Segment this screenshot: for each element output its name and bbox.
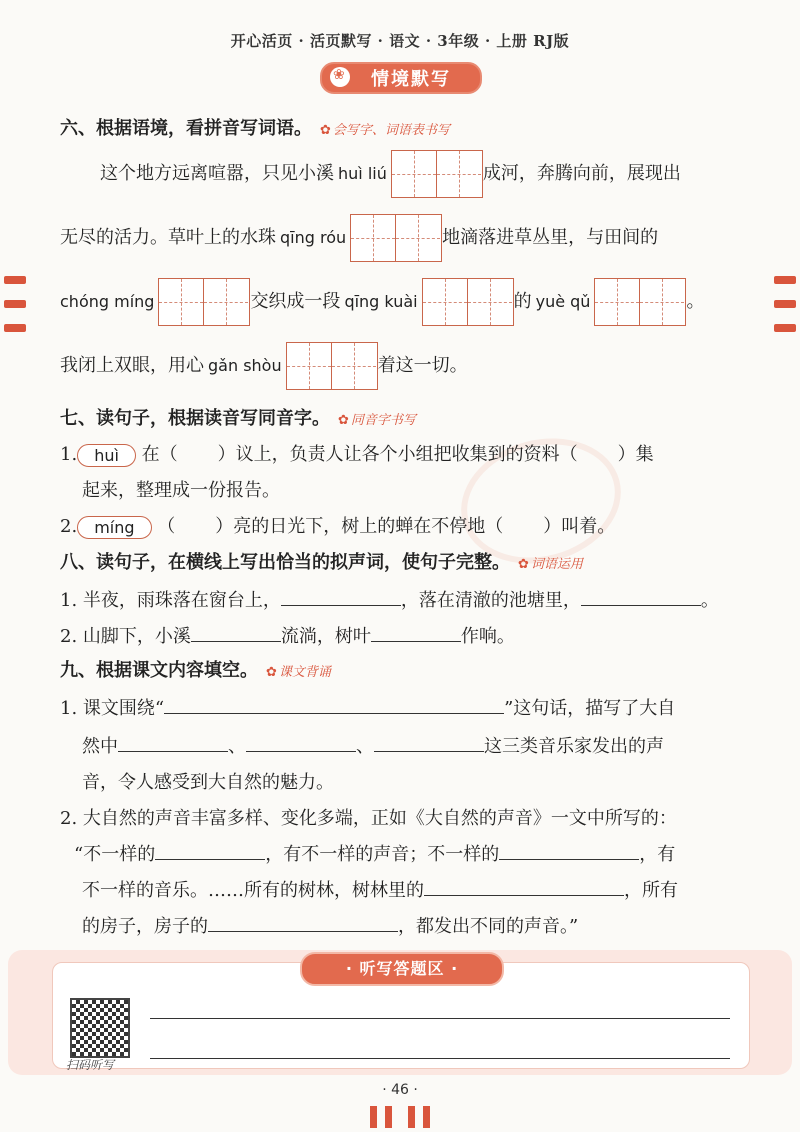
section-7-tag: ✿ 同音字书写 bbox=[338, 413, 416, 428]
s7-text: ）叫着。 bbox=[543, 516, 616, 537]
s6-text: 无尽的活力。草叶上的水珠 bbox=[60, 227, 276, 248]
s9-q2-line-2 bbox=[74, 840, 675, 866]
right-side-mark bbox=[774, 324, 796, 332]
s6-text: 地滴落进草丛里，与田间的 bbox=[442, 227, 659, 248]
right-side-mark bbox=[774, 276, 796, 284]
s9-text: “不一样的 bbox=[74, 844, 156, 865]
answer-blank[interactable] bbox=[191, 623, 281, 642]
bottom-mark bbox=[408, 1106, 415, 1128]
s6-text: 成河，奔腾向前，展现出 bbox=[482, 163, 681, 184]
s9-text: ，有 bbox=[639, 844, 676, 865]
banner-label: 情境默写 bbox=[371, 69, 451, 90]
s9-q1-line-2 bbox=[82, 732, 664, 758]
left-side-mark bbox=[4, 276, 26, 284]
answer-blank[interactable] bbox=[424, 877, 624, 896]
writing-grid[interactable] bbox=[286, 342, 378, 390]
answer-blank[interactable] bbox=[281, 587, 401, 606]
section-9-title bbox=[60, 656, 331, 682]
answer-blank[interactable] bbox=[208, 913, 398, 932]
page-header: 开心活页 · 活页默写 · 语文 · 3年级 · 上册 RJ版 bbox=[230, 32, 570, 50]
s6-line-3 bbox=[60, 278, 704, 326]
s6-text: 我闭上双眼，用心 bbox=[60, 355, 204, 376]
s9-text: 、 bbox=[228, 736, 246, 757]
answer-blank[interactable] bbox=[371, 623, 461, 642]
s6-text: 的 bbox=[513, 291, 532, 312]
s8-q2 bbox=[60, 622, 515, 648]
s8-text: 1. 半夜，雨珠落在窗台上， bbox=[60, 590, 281, 611]
section-8-title bbox=[60, 548, 583, 574]
section-9-tag: ✿ 课文背诵 bbox=[266, 665, 331, 680]
answer-blank[interactable] bbox=[164, 695, 504, 714]
s7-text: ）议上，负责人让各个小组把收集到的资料（ bbox=[217, 444, 578, 465]
s6-line-2 bbox=[60, 214, 658, 262]
s8-text: 。 bbox=[700, 590, 719, 611]
s9-text: 、 bbox=[356, 736, 374, 757]
s7-q2-line bbox=[60, 512, 615, 539]
s9-text: 这三类音乐家发出的声 bbox=[484, 736, 664, 757]
bottom-mark bbox=[423, 1106, 430, 1128]
s8-text: 2. 山脚下，小溪 bbox=[60, 626, 191, 647]
page-number: · 46 · bbox=[382, 1082, 418, 1098]
dictation-line[interactable] bbox=[150, 1058, 730, 1059]
left-side-mark bbox=[4, 324, 26, 332]
heart-icon bbox=[330, 67, 350, 87]
s6-text: 。 bbox=[686, 291, 705, 312]
s8-text: 流淌，树叶 bbox=[280, 626, 371, 647]
s7-q1-line-2: 起来，整理成一份报告。 bbox=[82, 480, 280, 501]
s9-q1-line-3: 音，令人感受到大自然的魅力。 bbox=[82, 772, 334, 793]
s9-text: 1. 课文围绕“ bbox=[60, 698, 165, 719]
qr-label: 扫码听写 bbox=[66, 1058, 115, 1072]
s9-q1-line-1 bbox=[60, 694, 675, 720]
qr-code[interactable] bbox=[70, 998, 130, 1058]
s7-text: 在（ bbox=[141, 444, 178, 465]
answer-blank[interactable] bbox=[118, 733, 228, 752]
left-side-mark bbox=[4, 300, 26, 308]
s9-text: 不一样的音乐。……所有的树林，树林里的 bbox=[82, 880, 424, 901]
answer-blank[interactable] bbox=[374, 733, 484, 752]
answer-blank[interactable] bbox=[499, 841, 639, 860]
dictation-area-title: · 听写答题区 · bbox=[300, 952, 504, 986]
pinyin-pill: míng bbox=[77, 516, 151, 539]
s6-text: 这个地方远离喧嚣，只见小溪 bbox=[100, 163, 334, 184]
q-number: 2. bbox=[60, 516, 78, 537]
s7-text: ）亮的日光下，树上的蝉在不停地（ bbox=[215, 516, 504, 537]
right-side-mark bbox=[774, 300, 796, 308]
s7-text: （ bbox=[157, 516, 176, 537]
bottom-mark bbox=[370, 1106, 377, 1128]
s6-line-4 bbox=[60, 342, 468, 390]
pinyin: yuè qǔ bbox=[535, 292, 591, 311]
s8-q1 bbox=[60, 586, 719, 612]
section-6-title-text: 六、根据语境，看拼音写词语。 bbox=[60, 118, 312, 139]
pinyin-pill: huì bbox=[77, 444, 136, 467]
s6-text: 着这一切。 bbox=[377, 355, 468, 376]
section-7-title-text: 七、读句子，根据读音写同音字。 bbox=[60, 408, 330, 429]
pinyin: qīng kuài bbox=[344, 292, 418, 311]
section-6-title bbox=[60, 114, 450, 140]
s7-text: ）集 bbox=[617, 444, 654, 465]
s6-line-1 bbox=[100, 150, 681, 198]
s9-text: 然中 bbox=[82, 736, 118, 757]
s9-text: ，有不一样的声音；不一样的 bbox=[265, 844, 500, 865]
bottom-mark bbox=[385, 1106, 392, 1128]
pinyin: qīng róu bbox=[280, 228, 347, 247]
pinyin: gǎn shòu bbox=[208, 356, 282, 375]
pinyin: huì liú bbox=[338, 164, 387, 183]
writing-grid[interactable] bbox=[158, 278, 250, 326]
s9-text: 的房子，房子的 bbox=[82, 916, 208, 937]
writing-grid[interactable] bbox=[350, 214, 442, 262]
pinyin: chóng míng bbox=[60, 292, 155, 311]
section-6-tag: ✿ 会写字、词语表书写 bbox=[320, 123, 450, 138]
s9-q2-line-3 bbox=[82, 876, 678, 902]
answer-blank[interactable] bbox=[155, 841, 265, 860]
section-8-tag: ✿ 词语运用 bbox=[518, 557, 583, 572]
q-number: 1. bbox=[60, 444, 78, 465]
answer-blank[interactable] bbox=[246, 733, 356, 752]
s9-q2-line-4 bbox=[82, 912, 578, 938]
section-7-title bbox=[60, 404, 416, 430]
section-banner bbox=[320, 62, 482, 94]
dictation-line[interactable] bbox=[150, 1018, 730, 1019]
writing-grid[interactable] bbox=[422, 278, 514, 326]
s6-text: 交织成一段 bbox=[250, 291, 341, 312]
s7-q1-line-1 bbox=[60, 440, 654, 467]
s8-text: 作响。 bbox=[460, 626, 515, 647]
section-8-title-text: 八、读句子，在横线上写出恰当的拟声词，使句子完整。 bbox=[60, 552, 510, 573]
answer-blank[interactable] bbox=[581, 587, 701, 606]
writing-grid[interactable] bbox=[391, 150, 483, 198]
writing-grid[interactable] bbox=[594, 278, 686, 326]
s9-text: ”这句话，描写了大自 bbox=[504, 698, 676, 719]
s8-text: ，落在清澈的池塘里， bbox=[400, 590, 581, 611]
s9-text: ，所有 bbox=[624, 880, 678, 901]
s9-q2-line-1: 2. 大自然的声音丰富多样、变化多端，正如《大自然的声音》一文中所写的： bbox=[60, 808, 677, 829]
section-9-title-text: 九、根据课文内容填空。 bbox=[60, 660, 258, 681]
s9-text: ，都发出不同的声音。” bbox=[398, 916, 579, 937]
